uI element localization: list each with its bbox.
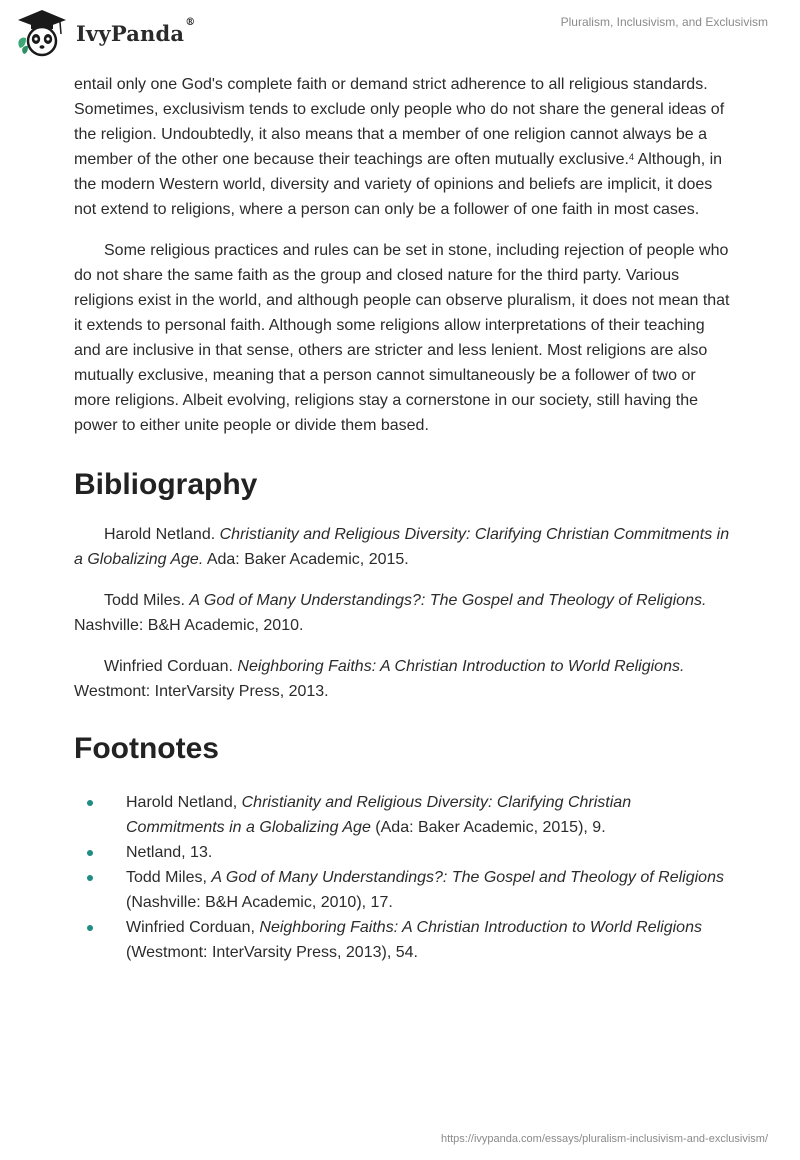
footnote-item: Todd Miles, A God of Many Understandings?: The Gospel and Theology of Religions (Nashville: B&H Academic, 2010), 17.: [74, 865, 734, 915]
panda-graduation-cap-icon: [14, 8, 70, 58]
brand-name: IvyPanda®: [76, 16, 196, 46]
paragraph-1: entail only one God's complete faith or demand strict adherence to all religious standards. Sometimes, exclusivism tends to exclude only people who do not share the general ideas of the religion. Undoubtedly, it also means that a member of one religion cannot always be a member of the other one because their teachings are often mutually exclusive.$^4$ Although, in the modern Western world, diversity and variety of opinions and beliefs are implicit, it does not extend to religions, where a person can only be a follower of one faith in most cases.: [74, 76, 725, 218]
bibliography-entry: Winfried Corduan. Neighboring Faiths: A Christian Introduction to World Religions. Westmont: InterVarsity Press, 2013.: [74, 658, 685, 700]
page-header: [0, 0, 800, 66]
bullet-icon: [87, 800, 93, 806]
document-title: Pluralism, Inclusivism, and Exclusivism: [560, 15, 768, 29]
footnotes-heading: Footnotes: [74, 732, 219, 765]
source-url-link[interactable]: https://ivypanda.com/essays/pluralism-inclusivism-and-exclusivism/: [440, 1133, 768, 1145]
paragraph-2: Some religious practices and rules can be set in stone, including rejection of people who do not share the same faith as the group and closed nature for the third party. Various religions exist in the world, and although people can observe pluralism, it does not mean that it extends to personal faith. Although some religions allow interpretations of their teaching and are inclusive in that sense, others are stricter and less lenient. Most religions are also mutually exclusive, meaning that a person cannot simultaneously be a follower of two or more religions. Albeit evolving, religions stay a cornerstone in our society, still having the power to either unite people or divide them based.: [74, 242, 730, 434]
footnote-reference[interactable]: 4: [628, 152, 634, 162]
essay-content: [74, 72, 734, 965]
bullet-icon: [87, 850, 93, 856]
footnote-item: Netland, 13.: [74, 840, 734, 865]
ivypanda-logo[interactable]: [14, 8, 195, 58]
footnotes-list: [74, 790, 734, 965]
bibliography-entry: Harold Netland. Christianity and Religious Diversity: Clarifying Christian Commitments in a Globalizing Age. Ada: Baker Academic, 2015.: [74, 526, 730, 568]
bibliography-heading: Bibliography: [74, 468, 258, 501]
footnote-item: Harold Netland, Christianity and Religious Diversity: Clarifying Christian Commitments in a Globalizing Age (Ada: Baker Academic, 2015), 9.: [74, 790, 734, 840]
bibliography-entry: Todd Miles. A God of Many Understandings?: The Gospel and Theology of Religions. Nashville: B&H Academic, 2010.: [74, 592, 707, 634]
footnote-item: Winfried Corduan, Neighboring Faiths: A Christian Introduction to World Religions (Westmont: InterVarsity Press, 2013), 54.: [74, 915, 734, 965]
bullet-icon: [87, 875, 93, 881]
bullet-icon: [87, 925, 93, 931]
